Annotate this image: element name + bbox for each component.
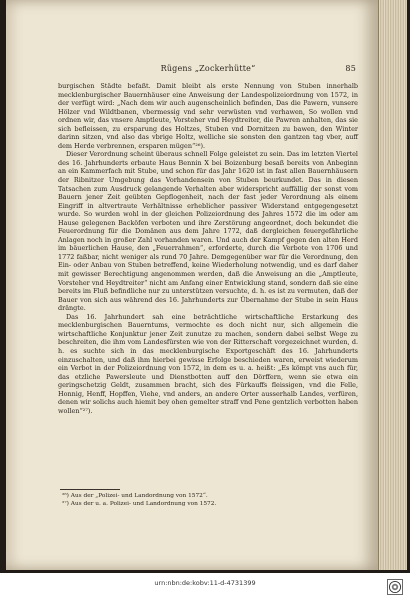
- page-header: [60, 64, 356, 76]
- urn-identifier: urn:nbn:de:kobv:11-d-4731399: [154, 579, 256, 587]
- paragraph: Dieser Verordnung scheint überaus schnell Folge geleistet zu sein. Das im letzten Viertel des 16. Jahrhunderts erbaute Haus Bennin X bei Boizenburg besaß bereits von Anbeginn an ein Kammerfach mit Stube, und schon für das Jahr 1620 ist in fast allen Bauernhäusern der Ribnitzer Umgebung das Vorhandensein von Stuben beurkundet. Das in diesen Tatsachen zum Ausdruck gelangende Verhalten aber widerspricht auffällig der sonst vom Bauern jener Zeit geübten Gepflogenheit, nach der fast jeder Verordnung als einem Eingriff in altvertraute Verhältnisse erheblicher passiver Widerstand entgegengesetzt wurde. So wurden wohl in der gleichen Polizeiordnung des Jahres 1572 die im oder am Hause gelegenen Backöfen verboten und ihre Zerstörung angeordnet, doch bekundet die Feuerordnung für die Domänen aus dem Jahre 1772, daß dergleichen feuergefährliche Anlagen noch in großer Zahl vorhanden waren. Und auch der Kampf gegen den alten Herd im bäuerlichen Hause, den „Feuerrahmen“, erforderte, durch die Verbote von 1706 und 1772 faßbar, nicht weniger als rund 70 Jahre. Demgegenüber war für die Verordnung, den Ein- oder Anbau von Stuben betreffend, keine Wiederholung notwendig, und es darf daher mit gewisser Berechtigung angenommen werden, daß die Anweisung an die „Amptleute, Vorsteher vnd Heydtreiter“ nicht am Anfang einer Entwicklung stand, sondern daß sie eine bereits im Fluß befindliche nur zu unterstützen versuchte, d. h. es ist zu vermuten, daß der Bauer von sich aus während des 16. Jahrhunderts zur Übernahme der Stube in sein Haus drängte.: [58, 150, 358, 313]
- footnote: [62, 492, 342, 500]
- footnote-marker: ²⁶): [62, 493, 69, 499]
- paragraph: burgischen Städte befaßt. Damit bleibt als erste Nennung von Stuben innerhalb mecklenburgischer Bauernhäuser eine Anweisung der Landespolizeiordnung von 1572, in der verfügt wird: „Nach dem wir auch augenscheinlich befinden, Das die Pawern, vunsere Hölzer vnd Wildtbanen, vbermessig vnd sehr verwüsten vnd verhawen, So wollen vnd ordnen wir, das vnsere Amptleute, Vorsteher vnd Heydtreiter, die Pawren anhalten, das sie sich befleissen, zu ersparung des Holtzes, Stuben vnd Dornitzen zu bawen, den Winter darinn sitzen, vnd also das vbrige Holtz, welliche sie sonsten den gantzen tag vber, auff dem Herde verbrennen, ersparen mügen“²⁶).: [58, 82, 358, 150]
- book-page: [6, 0, 378, 570]
- library-seal-icon: [387, 579, 403, 595]
- footnote-rule: [60, 489, 120, 490]
- running-head: Rügens „Zockerhütte“: [160, 64, 256, 73]
- footnote-text: Aus der „Polizei- und Landordnung von 1572“.: [70, 493, 208, 499]
- page-edges: [378, 0, 407, 570]
- footnote-marker: ²⁷): [62, 501, 69, 508]
- page-number: 85: [345, 64, 356, 73]
- footnote: [62, 500, 342, 508]
- paragraph: Das 16. Jahrhundert sah eine beträchtliche wirtschaftliche Erstarkung des mecklenburgischen Bauerntums, vermochte es doch nicht nur, sich allgemein die wirtschaftliche Konjunktur jener Zeit zunutze zu machen, sondern dabei selbst Wege zu beschreiten, die ihm vom Landesfürsten wie von der Ritterschaft vorgezeichnet wurden, d. h. es suchte sich in das mecklenburgische Exportgeschäft des 16. Jahrhunderts einzuschalten, und daß ihm hierbei gewisse Erfolge beschieden waren, erweist wiederum ein Verbot in der Polizeiordnung von 1572, in dem es u. a. heißt: „Es kömpt vns auch für, das etzliche Pawersleute und Dienstbotten auff den Dörffern, wenn sie etwa ein geringschetzig Geldt, zusammen bracht, sich des Fürkauffs fleissigen, vnd die Felle, Honnig, Henff, Hopffen, Viehe, vnd anders, an andere Orter ausserhalb Landes, verfüren, denen wir solichs auch hiemit bey ohen gemelter straff vnd Pene gentzlich verbotten haben wollen“²⁷).: [58, 312, 358, 415]
- footnote-text: Aus der u. a. Polizei- und Landordnung von 1572.: [70, 501, 217, 508]
- body-text: [58, 82, 358, 415]
- footnotes: [62, 492, 342, 508]
